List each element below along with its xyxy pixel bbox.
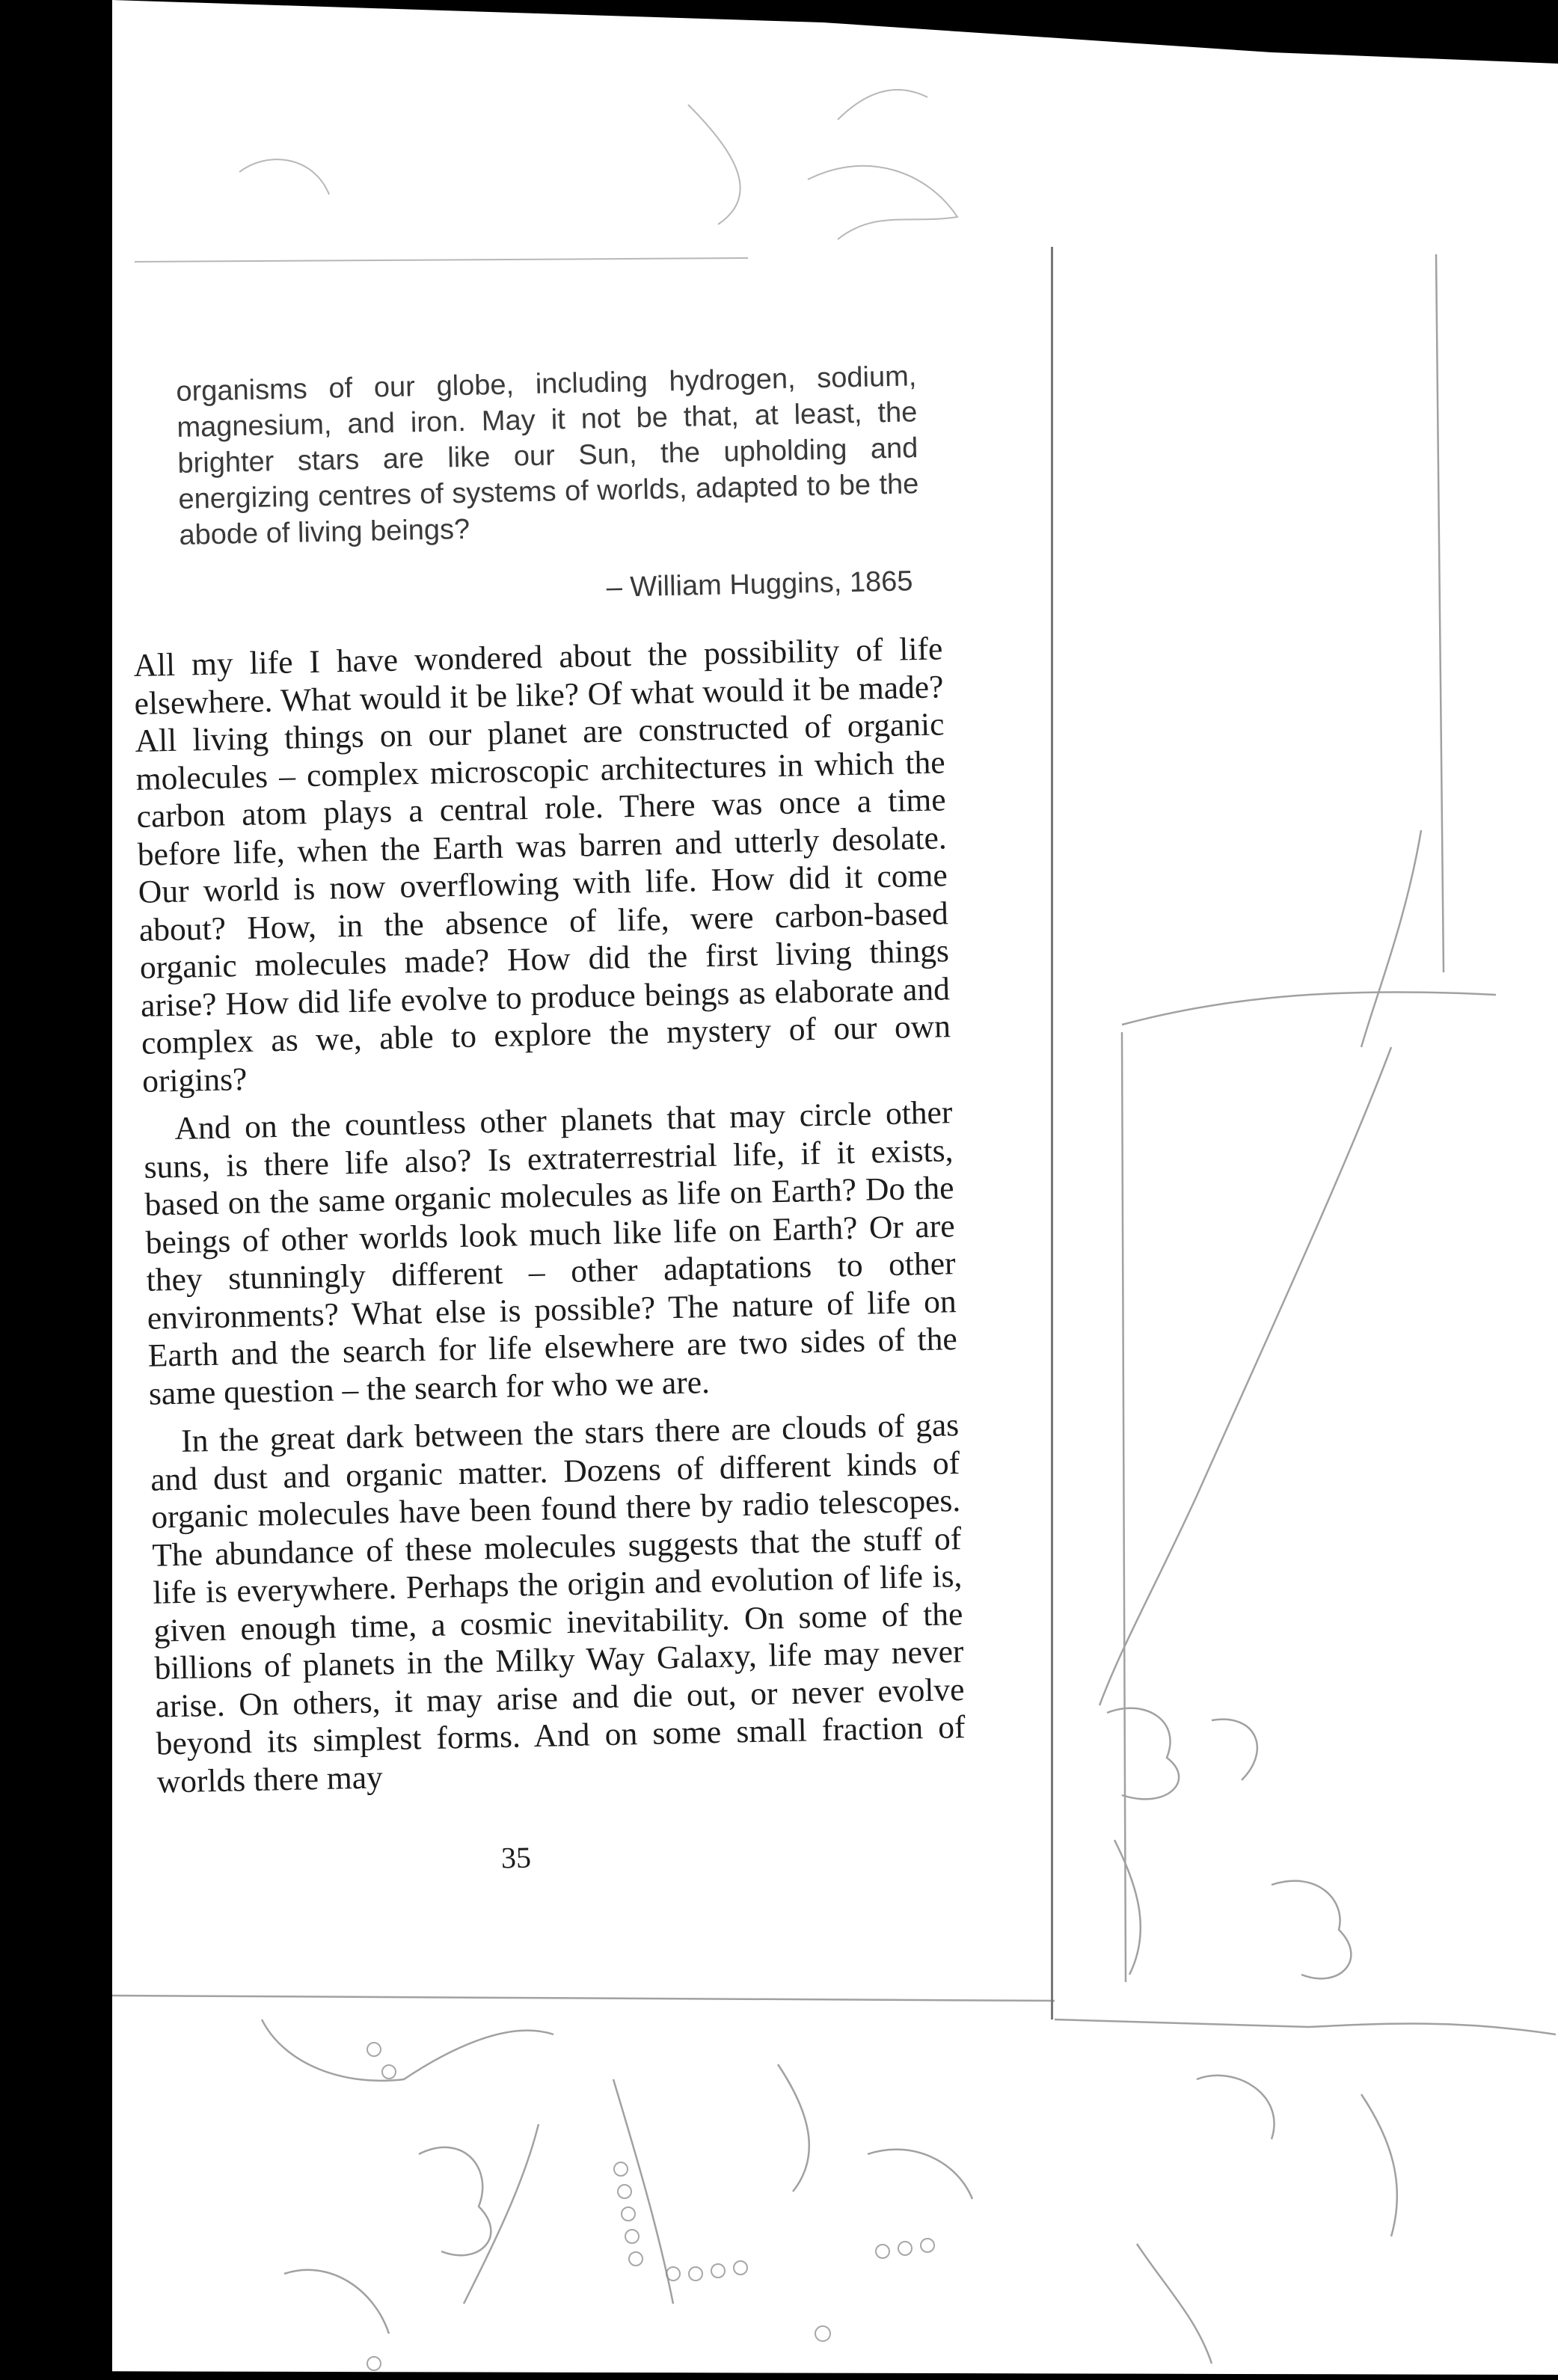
body-text	[133, 630, 966, 1811]
body-paragraph: And on the countless other planets that may circle other suns, is there life also? Is extraterrestrial life, if it exists, based on the same organic molecules as life on Earth? Do the beings of other worlds look much like life on Earth? Or are they stunningly different – other adaptations to other environments? What else is possible? The nature of life on Earth and the search for life elsewhere are two sides of the same question – the search for who we are.	[144, 1094, 958, 1412]
epigraph-attribution: – William Huggins, 1865	[606, 565, 913, 604]
body-paragraph: In the great dark between the stars there are clouds of gas and dust and organic matter. Dozens of different kinds of organic molecules have been found there by radio telescopes. The abundance of these molecules suggests that the stuff of life is everywhere. Perhaps the origin and evolution of life is, given enough time, a cosmic inevitability. On some of the billions of planets in the Milky Way Galaxy, life may never arise. On others, it may arise and die out, or never evolve beyond its simplest forms. And on some small fraction of worlds there may	[150, 1407, 966, 1800]
page-number: 35	[500, 1840, 532, 1875]
faint-doodle-right	[1100, 254, 1496, 1982]
body-paragraph: All my life I have wondered about the possibility of life elsewhere. What would it be like? Of what would it be made? All living things on our planet are constructed of organic molecules – complex microscopic architectures in which the carbon atom plays a central role. There was once a time before life, when the Earth was barren and utterly desolate. Our world is now overflowing with life. How did it come about? How, in the absence of life, were carbon-based organic molecules made? How did the first living things arise? How did life evolve to produce beings as elaborate and complex as we, able to explore the mystery of our own origins?	[133, 631, 951, 1099]
scan-black-edge-left	[0, 0, 112, 2380]
faint-doodle-top	[135, 90, 957, 262]
epigraph-quote: organisms of our globe, including hydrogen, sodium, magnesium, and iron. May it not be that, at least, the brighter stars are like our Sun, the upholding and energizing centres of systems of worlds, adapted to be the abode of living beings?	[176, 361, 919, 551]
scan-black-edge-bottom	[0, 2371, 1558, 2380]
page-edge-right	[1051, 247, 1053, 2019]
faint-doodle-bottom	[112, 1996, 1556, 2364]
scan-black-edge-top	[0, 0, 1558, 64]
